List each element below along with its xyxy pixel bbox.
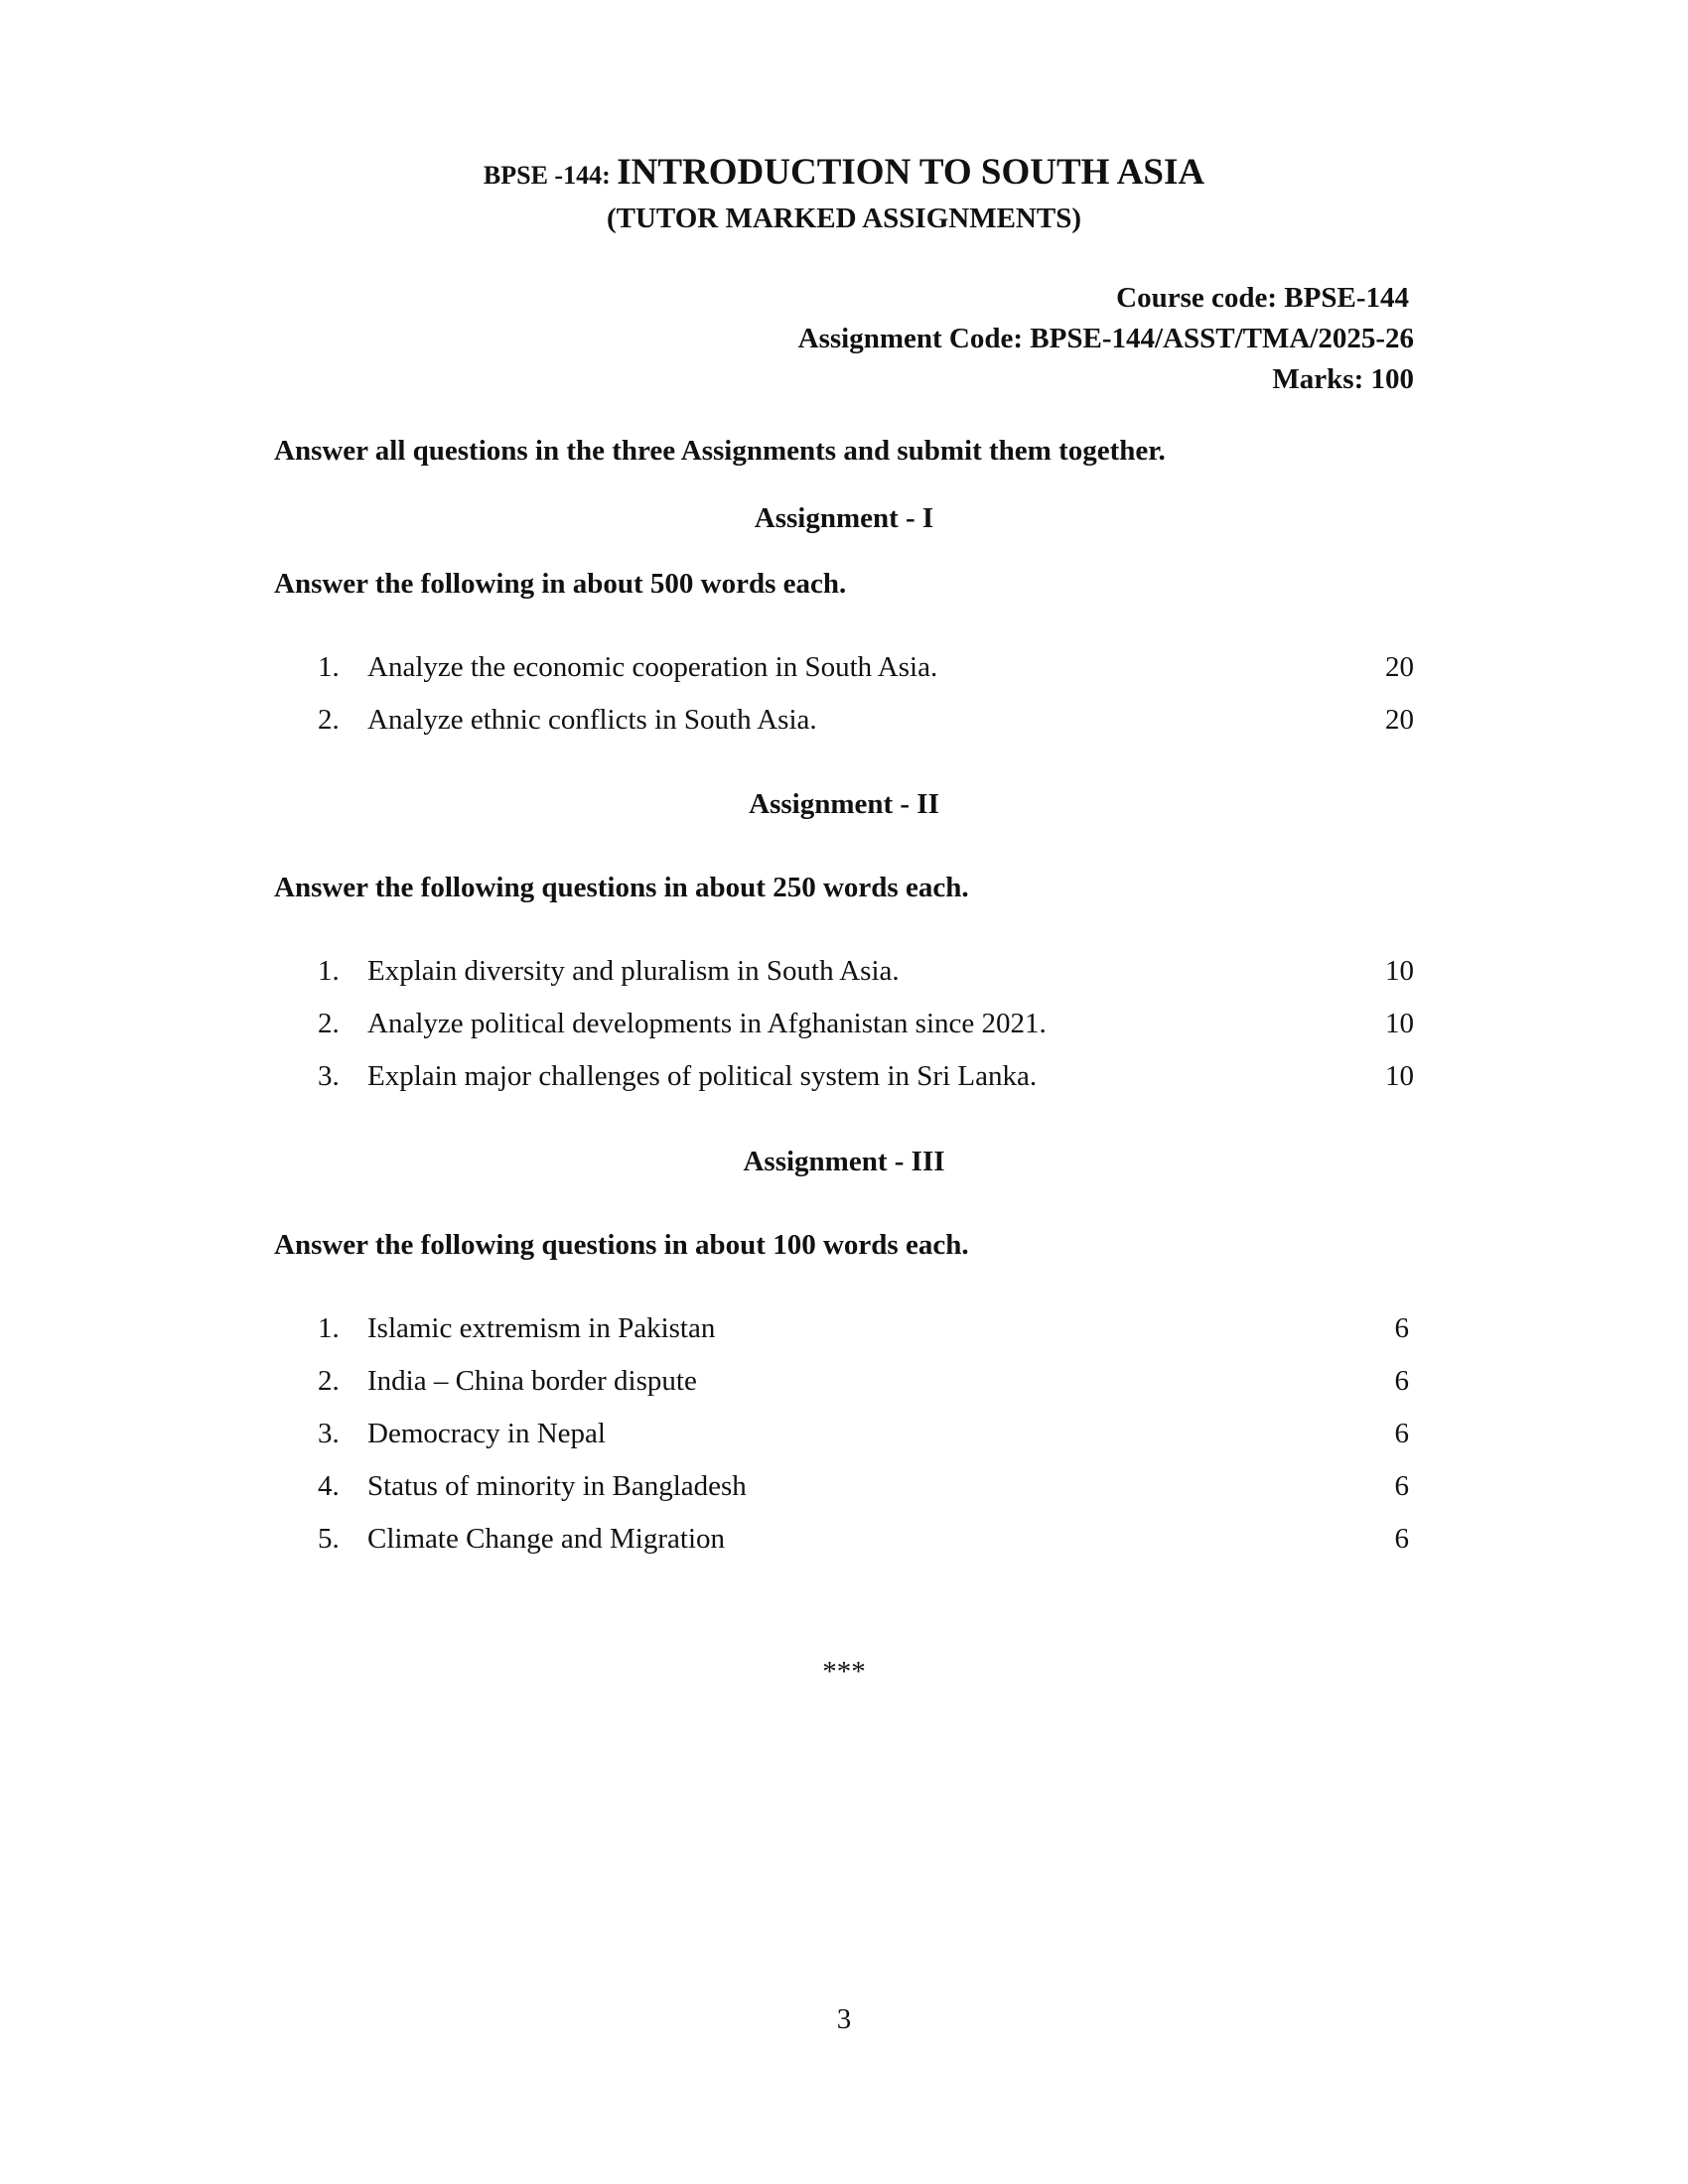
question-number: 2. bbox=[318, 704, 340, 736]
question-number: 3. bbox=[318, 1418, 340, 1449]
question-text: Explain diversity and pluralism in South Asia. bbox=[367, 955, 900, 987]
question-number: 5. bbox=[318, 1523, 340, 1555]
question-marks: 6 bbox=[1394, 1312, 1409, 1344]
course-title: INTRODUCTION TO SOUTH ASIA bbox=[617, 152, 1205, 193]
question-marks: 10 bbox=[1385, 955, 1414, 987]
total-marks: Marks: 100 bbox=[1272, 363, 1414, 395]
page-subtitle: (TUTOR MARKED ASSIGNMENTS) bbox=[606, 203, 1082, 234]
question-number: 1. bbox=[318, 651, 340, 683]
question-number: 1. bbox=[318, 955, 340, 987]
question-text: Analyze the economic cooperation in South Asia. bbox=[367, 651, 938, 683]
question-marks: 20 bbox=[1385, 651, 1414, 683]
question-number: 4. bbox=[318, 1470, 340, 1502]
question-text: India – China border dispute bbox=[367, 1365, 697, 1397]
assignment-code: Assignment Code: BPSE-144/ASST/TMA/2025-26 bbox=[797, 323, 1414, 354]
course-code-prefix: BPSE -144: bbox=[483, 161, 618, 190]
question-marks: 6 bbox=[1394, 1365, 1409, 1397]
assignment-2-heading: Assignment - II bbox=[749, 788, 939, 820]
question-text: Analyze political developments in Afghanistan since 2021. bbox=[367, 1008, 1047, 1039]
question-text: Islamic extremism in Pakistan bbox=[367, 1312, 716, 1344]
question-marks: 6 bbox=[1394, 1523, 1409, 1555]
assignment-3-instruction: Answer the following questions in about 100 words each. bbox=[274, 1229, 969, 1261]
assignment-1-instruction: Answer the following in about 500 words each. bbox=[274, 568, 847, 600]
assignment-1-heading: Assignment - I bbox=[754, 502, 934, 534]
question-marks: 6 bbox=[1394, 1418, 1409, 1449]
page-title bbox=[0, 151, 1688, 194]
question-number: 2. bbox=[318, 1008, 340, 1039]
question-text: Analyze ethnic conflicts in South Asia. bbox=[367, 704, 817, 736]
course-code: Course code: BPSE-144 bbox=[1116, 282, 1409, 314]
question-marks: 6 bbox=[1394, 1470, 1409, 1502]
assignment-2-instruction: Answer the following questions in about 250 words each. bbox=[274, 872, 969, 903]
question-text: Democracy in Nepal bbox=[367, 1418, 606, 1449]
question-marks: 10 bbox=[1385, 1060, 1414, 1092]
question-marks: 20 bbox=[1385, 704, 1414, 736]
end-mark: *** bbox=[822, 1656, 866, 1688]
general-instruction: Answer all questions in the three Assignments and submit them together. bbox=[274, 435, 1166, 467]
assignment-3-heading: Assignment - III bbox=[743, 1146, 945, 1177]
question-text: Status of minority in Bangladesh bbox=[367, 1470, 747, 1502]
page-number: 3 bbox=[836, 2003, 852, 2035]
question-number: 3. bbox=[318, 1060, 340, 1092]
question-text: Explain major challenges of political system in Sri Lanka. bbox=[367, 1060, 1038, 1092]
question-marks: 10 bbox=[1385, 1008, 1414, 1039]
question-number: 1. bbox=[318, 1312, 340, 1344]
question-text: Climate Change and Migration bbox=[367, 1523, 726, 1555]
question-number: 2. bbox=[318, 1365, 340, 1397]
